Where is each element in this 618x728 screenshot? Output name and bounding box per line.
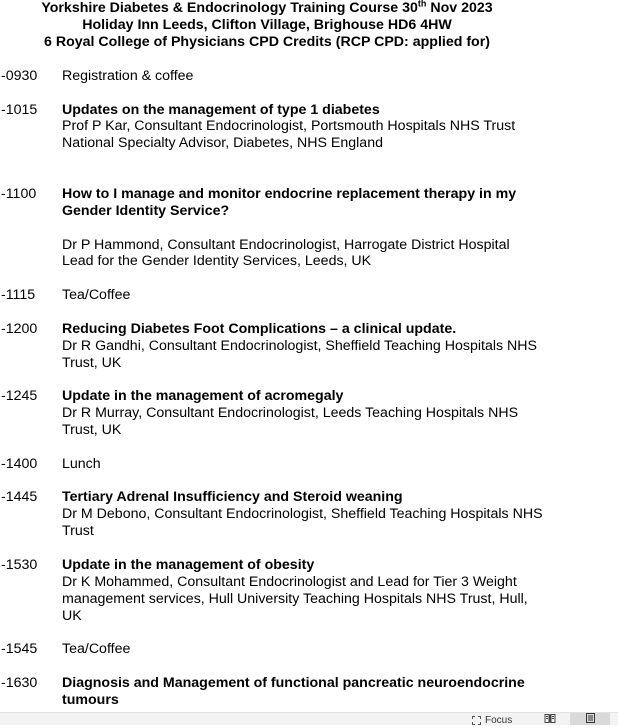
agenda-title: Tea/Coffee [62, 641, 131, 657]
agenda-title-continued: Gender Identity Service? [62, 203, 230, 219]
agenda-speaker-role: Lead for the Gender Identity Services, Leeds, UK [62, 253, 372, 269]
agenda-title: Diagnosis and Management of functional pancreatic neuroendocrine [62, 675, 525, 691]
agenda-speaker: Dr P Hammond, Consultant Endocrinologist, Harrogate District Hospital [62, 237, 510, 253]
agenda-speaker-continued: Trust, UK [62, 355, 122, 371]
focus-label: Focus [485, 714, 513, 726]
course-title-date-tail: Nov 2023 [426, 0, 493, 16]
agenda-speaker-continued: management services, Hull University Teaching Hospitals NHS Trust, Hull, [62, 591, 528, 607]
venue-line: Holiday Inn Leeds, Clifton Village, Brighouse HD6 4HW [82, 17, 452, 33]
agenda-speaker: Dr M Debono, Consultant Endocrinologist, Sheffield Teaching Hospitals NHS [62, 506, 543, 522]
agenda-time: -1630 [1, 675, 38, 691]
agenda-speaker: Prof P Kar, Consultant Endocrinologist, Portsmouth Hospitals NHS Trust [62, 118, 516, 134]
agenda-speaker-continued: Trust, UK [62, 422, 122, 438]
focus-icon [472, 716, 481, 725]
agenda-time: -0930 [1, 68, 38, 84]
date-ordinal-suffix: th [417, 0, 427, 9]
agenda-speaker: Dr R Murray, Consultant Endocrinologist, Leeds Teaching Hospitals NHS [62, 405, 519, 421]
agenda-time: -1115 [1, 287, 36, 303]
print-layout-icon [585, 710, 596, 728]
agenda-time: -1445 [1, 489, 38, 505]
course-title-text: Yorkshire Diabetes & Endocrinology Training Course 30 [41, 0, 418, 16]
agenda-time: -1100 [1, 186, 37, 202]
agenda-time: -1015 [1, 102, 38, 118]
agenda-title: Reducing Diabetes Foot Complications – a clinical update. [62, 321, 457, 337]
agenda-title: How to I manage and monitor endocrine replacement therapy in my [62, 186, 517, 202]
read-mode-icon [544, 710, 556, 728]
agenda-title: Tea/Coffee [62, 287, 131, 303]
agenda-speaker-role: National Specialty Advisor, Diabetes, NHS England [62, 135, 383, 151]
agenda-speaker-continued: Trust [62, 523, 94, 539]
agenda-title-continued: tumours [62, 692, 119, 708]
agenda-title: Registration & coffee [62, 68, 194, 84]
agenda-title: Update in the management of obesity [62, 557, 315, 573]
agenda-title: Lunch [62, 456, 101, 472]
print-layout-button[interactable] [570, 713, 610, 725]
agenda-title: Tertiary Adrenal Insufficiency and Steroid weaning [62, 489, 403, 505]
agenda-title: Updates on the management of type 1 diabetes [62, 102, 380, 118]
agenda-time: -1545 [1, 641, 38, 657]
agenda-speaker-continued: UK [62, 608, 82, 624]
course-title [0, 0, 534, 17]
status-bar [0, 712, 618, 725]
focus-mode-button[interactable] [472, 714, 512, 726]
agenda-time: -1530 [1, 557, 38, 573]
agenda-speaker: Dr K Mohammed, Consultant Endocrinologist and Lead for Tier 3 Weight [62, 574, 517, 590]
cpd-credits-line: 6 Royal College of Physicians CPD Credits (RCP CPD: applied for) [44, 34, 490, 50]
agenda-time: -1400 [1, 456, 38, 472]
agenda-time: -1200 [1, 321, 38, 337]
agenda-speaker: Dr R Gandhi, Consultant Endocrinologist, Sheffield Teaching Hospitals NHS [62, 338, 538, 354]
agenda-time: -1245 [1, 388, 38, 404]
agenda-title: Update in the management of acromegaly [62, 388, 344, 404]
read-mode-button[interactable] [540, 713, 560, 725]
